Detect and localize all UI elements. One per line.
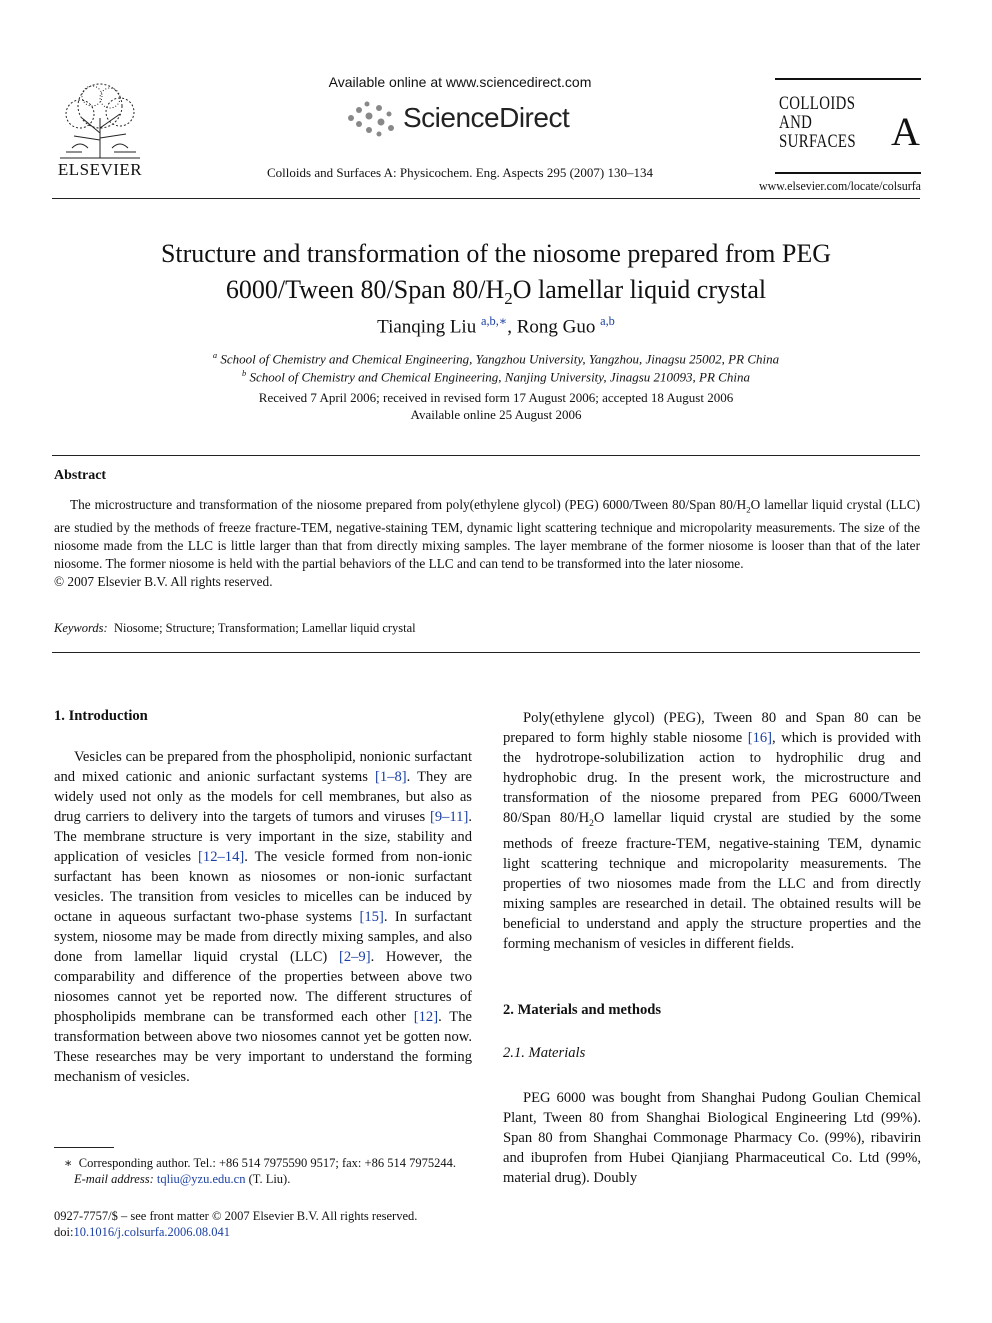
introduction-body-continued	[503, 708, 921, 954]
abstract-bottom-rule	[52, 652, 920, 653]
elsevier-logo	[52, 78, 148, 178]
title-text: 6000/Tween 80/Span 80/H	[225, 275, 505, 304]
doi-link[interactable]: 10.1016/j.colsurfa.2006.08.041	[73, 1225, 231, 1239]
footnote-text: Corresponding author. Tel.: +86 514 7975590 9517; fax: +86 514 7975244.	[78, 1156, 456, 1170]
front-matter-text: 0927-7757/$ – see front matter © 2007 Elsevier B.V. All rights reserved.	[54, 1209, 418, 1223]
citation-link[interactable]: [12–14]	[198, 849, 245, 865]
footnote-mark: ∗	[64, 1156, 73, 1170]
abstract-copyright: © 2007 Elsevier B.V. All rights reserved.	[54, 573, 273, 589]
abstract-body	[54, 496, 920, 591]
footnote	[54, 1155, 474, 1187]
citation-link[interactable]: [2–9]	[338, 949, 371, 965]
keywords-label: Keywords:	[54, 621, 108, 635]
author-affil-marks[interactable]: a,b	[600, 314, 615, 328]
authors	[90, 314, 902, 338]
affil-mark: a	[212, 350, 218, 360]
footnote-rule	[54, 1147, 114, 1148]
introduction-body	[54, 747, 472, 1087]
journal-logo-words	[779, 94, 856, 151]
journal-logo	[759, 78, 921, 193]
body-subscript: 2	[589, 818, 594, 829]
author-name: Tianqing Liu	[377, 316, 477, 338]
body-text: . The transformation between above two niosomes cannot yet be gotten now. These researches may be very important to understand the forming mechanism of vesicles.	[54, 1009, 472, 1085]
body-text: . They are widely used not only as the models for cell membranes, but also as drug carriers to delivery into the targets of tumors and viruses	[54, 769, 473, 825]
body-text: Vesicles can be prepared from the phospholipid, nonionic surfactant and mixed cationic and anionic surfactant systems	[54, 749, 472, 785]
journal-url[interactable]: www.elsevier.com/locate/colsurfa	[759, 178, 921, 193]
affiliation-b	[90, 368, 902, 385]
journal-logo-line: AND	[779, 112, 813, 133]
footnote-email	[54, 1171, 474, 1187]
article-title	[90, 236, 902, 317]
abstract-top-rule	[52, 455, 920, 456]
journal-logo-line: COLLOIDS	[779, 93, 856, 114]
affil-text: School of Chemistry and Chemical Engineering, Yangzhou University, Yangzhou, Jinagsu 25002, PR China	[220, 351, 780, 367]
materials-paragraph: PEG 6000 was bought from Shanghai Pudong Goulian Chemical Plant, Tween 80 from Shanghai Biological Engineering Ltd (99%). Span 80 from Shanghai Commonage Pharmacy Co. (99%), ribavirin and ibuprofen from Hubei Qianjiang Pharmaceutical Co. Ltd (99%, material drug). Doubly	[503, 1090, 921, 1186]
subsection-heading-materials: 2.1. Materials	[503, 1045, 586, 1061]
body-text: , which is provided with the hydrotrope-solubilization action to hydrophilic drug and hydrophobic drug. In the present work, the microstructure and transformation of the niosome prepared from PEG 6000/Tween 80/Span 80/H	[503, 730, 921, 826]
affil-mark: b	[242, 368, 247, 378]
abstract-paragraph	[54, 496, 920, 573]
journal-reference: Colloids and Surfaces A: Physicochem. Eng. Aspects 295 (2007) 130–134	[267, 165, 653, 180]
citation-link[interactable]: [15]	[359, 909, 384, 925]
body-text: . In surfactant system, niosome may be made from directly mixing samples, and also done from lamellar liquid crystal (LLC)	[54, 909, 472, 965]
email-suffix: (T. Liu).	[245, 1172, 291, 1186]
author-separator: ,	[507, 316, 517, 338]
abstract-subscript: 2	[746, 504, 751, 515]
elsevier-tree-icon	[52, 78, 148, 160]
title-text: O lamellar liquid crystal	[512, 275, 767, 304]
body-text: . However, the comparability and difference of the properties between above two niosomes cannot yet be reported now. The different structures of phospholipids membrane can be transformed each other	[54, 949, 472, 1025]
abstract-text: O lamellar liquid crystal (LLC) are studied by the methods of freeze fracture-TEM, negative-staining TEM, dynamic light scattering technique and micropolarity measurements. The size of the niosome made from the LLC is little larger than that from directly mixing samples. The layer membrane of the former niosome is looser than that of the later niosome. The former niosome is held with the partial behaviors of the LLC and can tend to be transformed into the later niosome.	[54, 497, 921, 571]
title-line-2	[90, 272, 902, 317]
journal-logo-letter: A	[891, 109, 920, 154]
citation-link[interactable]: [12]	[413, 1009, 439, 1025]
author-name: Rong Guo	[516, 316, 596, 338]
received-dates: Received 7 April 2006; received in revised form 17 August 2006; accepted 18 August 2006	[258, 390, 734, 405]
sciencedirect-wordmark: ScienceDirect	[403, 102, 570, 133]
abstract-heading: Abstract	[54, 468, 107, 483]
sciencedirect-dots-icon	[345, 100, 401, 140]
section-heading-methods: 2. Materials and methods	[503, 1002, 662, 1018]
materials-body	[503, 1088, 921, 1188]
doi-label: doi:	[54, 1225, 74, 1239]
front-matter	[54, 1208, 417, 1240]
body-text: . The membrane structure is very important in the size, stability and application of vesicles	[54, 809, 472, 865]
citation-link[interactable]: [1–8]	[375, 769, 407, 785]
footnote-corresponding	[54, 1155, 474, 1171]
affiliation-a	[90, 350, 902, 367]
available-online[interactable]: Available online at www.sciencedirect.com	[328, 74, 592, 90]
author-affil-marks[interactable]: a,b,∗	[480, 314, 508, 328]
section-heading-introduction: 1. Introduction	[54, 708, 148, 724]
title-line-1: Structure and transformation of the niosome prepared from PEG	[160, 239, 832, 268]
body-text: . The vesicle formed from non-ionic surfactant has been known as niosomes or non-ionic surfactant vesicles. The transition from vesicles to micelles can be induced by octane in aqueous surfactant two-phase systems	[54, 849, 472, 925]
title-subscript: 2	[504, 289, 513, 309]
affil-text: School of Chemistry and Chemical Engineering, Nanjing University, Jinagsu 210093, PR China	[249, 369, 750, 385]
header-rule	[52, 198, 920, 199]
sciencedirect-logo[interactable]	[345, 98, 605, 144]
body-text: Poly(ethylene glycol) (PEG), Tween 80 and Span 80 can be prepared to form highly stable niosome	[503, 710, 921, 746]
citation-link[interactable]: [9–11]	[429, 809, 469, 825]
keywords-list: Niosome; Structure; Transformation; Lamellar liquid crystal	[113, 621, 416, 635]
citation-link[interactable]: [16]	[747, 730, 773, 746]
doi	[54, 1224, 417, 1240]
introduction-paragraph	[503, 708, 921, 954]
introduction-paragraph	[54, 747, 472, 1087]
elsevier-wordmark: ELSEVIER	[57, 160, 143, 179]
available-date: Available online 25 August 2006	[410, 407, 582, 422]
email-label: E-mail address:	[74, 1172, 154, 1186]
journal-logo-line: SURFACES	[779, 131, 856, 152]
keywords	[54, 621, 416, 636]
body-text: O lamellar liquid crystal are studied by the some methods of freeze fracture-TEM, negative-staining TEM, dynamic light scattering technique and micropolarity measurements. The properties of two niosomes made from the LLC and from directly mixing samples are researched in detail. The obtained results will be beneficial to understand and apply the structure properties and the forming mechanism of vesicles in different fields.	[503, 810, 922, 952]
email-link[interactable]: tqliu@yzu.edu.cn	[156, 1172, 246, 1186]
abstract-text: The microstructure and transformation of the niosome prepared from poly(ethylene glycol) (PEG) 6000/Tween 80/Span 80/H	[70, 497, 747, 512]
